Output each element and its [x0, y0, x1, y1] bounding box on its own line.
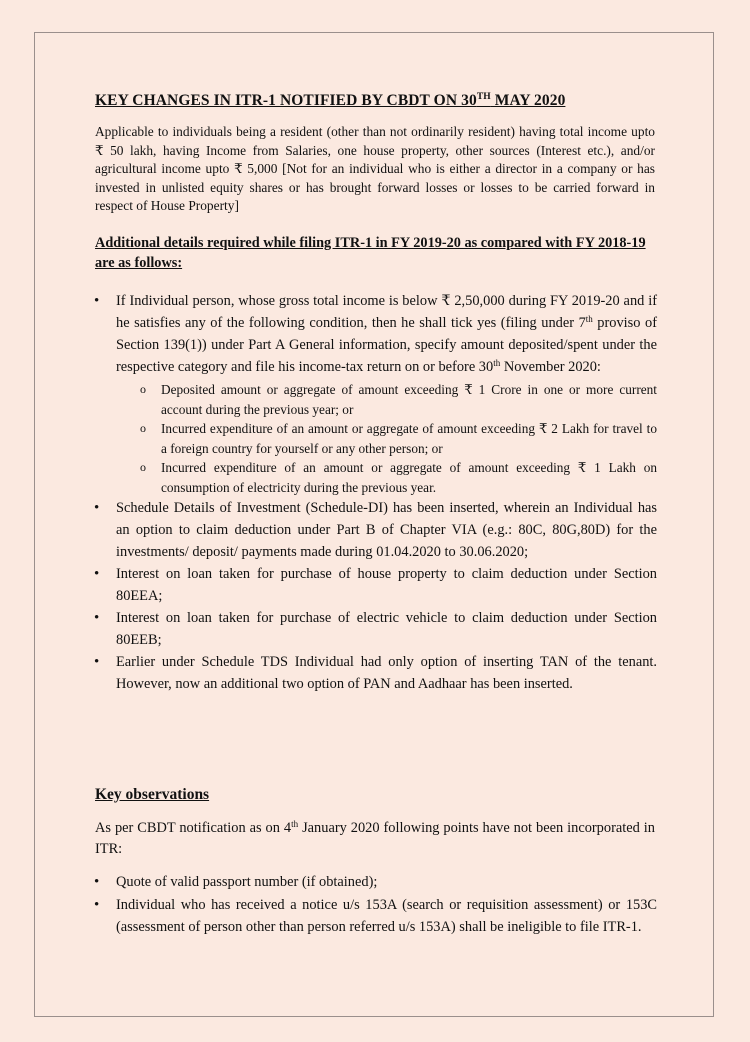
changes-list-wrapper [95, 290, 657, 695]
list-item: • Individual who has received a notice u/s 153A (search or requisition assessment) or 153C (assessment of person other than person referred u/s 153A) shall be ineligible to file ITR-1. [95, 894, 657, 939]
superscript: th [493, 358, 501, 368]
title-text: KEY CHANGES IN ITR-1 NOTIFIED BY CBDT ON 30 [95, 92, 477, 109]
superscript: th [585, 314, 593, 324]
changes-list [95, 290, 657, 695]
observations-heading: Key observations [95, 786, 210, 803]
title-superscript: TH [476, 92, 491, 102]
list-item [95, 290, 657, 497]
observations-list-wrapper [95, 871, 657, 939]
sub-list-item: o Deposited amount or aggregate of amount exceeding ₹ 1 Crore in one or more current account during the previous year; or [116, 380, 657, 419]
sub-list-item: o Incurred expenditure of an amount or aggregate of amount exceeding ₹ 1 Lakh on consumption of electricity during the previous year. [116, 458, 657, 497]
list-item: • Interest on loan taken for purchase of house property to claim deduction under Section 80EEA; [95, 563, 657, 607]
observations-list [95, 871, 657, 939]
superscript: th [291, 819, 299, 829]
obs-text: As per CBDT notification as on 4 [95, 820, 292, 836]
document-title [95, 92, 565, 110]
list-item: • Schedule Details of Investment (Schedule-DI) has been inserted, wherein an Individual has an option to claim deduction under Part B of Chapter VIA (e.g.: 80C, 80G,80D) for the investments/ deposit/ payments made during 01.04.2020 to 30.06.2020; [95, 497, 657, 563]
sub-list-item: o Incurred expenditure of an amount or aggregate of amount exceeding ₹ 2 Lakh for travel to a foreign country for yourself or any other person; or [116, 419, 657, 458]
item-text: If Individual person, whose gross total income is below ₹ 2,50,000 during FY 2019-20 and if he satisfies any of the following condition, then he shall tick yes (filing under 7 [116, 293, 657, 331]
list-item: • Interest on loan taken for purchase of electric vehicle to claim deduction under Section 80EEB; [95, 607, 657, 651]
title-text-end: MAY 2020 [490, 92, 566, 109]
intro-paragraph: Applicable to individuals being a resident (other than not ordinarily resident) having total income upto ₹ 50 lakh, having Income from Salaries, one house property, other sources (Interest etc.), and/or agricultural income upto ₹ 5,000 [Not for an individual who is either a director in a company or has invested in unlisted equity shares or has brought forward losses or losses to be carried forward in respect of House Property] [95, 124, 655, 214]
observations-paragraph [95, 818, 655, 860]
sub-list [116, 380, 657, 497]
obs-text-end: January 2020 following points have not been incorporated in ITR: [95, 820, 655, 857]
item-text: November 2020: [500, 359, 601, 375]
list-item: • Quote of valid passport number (if obtained); [95, 871, 657, 894]
item-text: proviso of Section 139(1)) under Part A General information, specify amount deposited/spent under the respective category and file his income-tax return on or before 30 [116, 315, 657, 375]
list-item: • Earlier under Schedule TDS Individual had only option of inserting TAN of the tenant. However, now an additional two option of PAN and Aadhaar has been inserted. [95, 651, 657, 695]
section-subheading: Additional details required while filing ITR-1 in FY 2019-20 as compared with FY 2018-19 are as follows: [95, 235, 646, 271]
